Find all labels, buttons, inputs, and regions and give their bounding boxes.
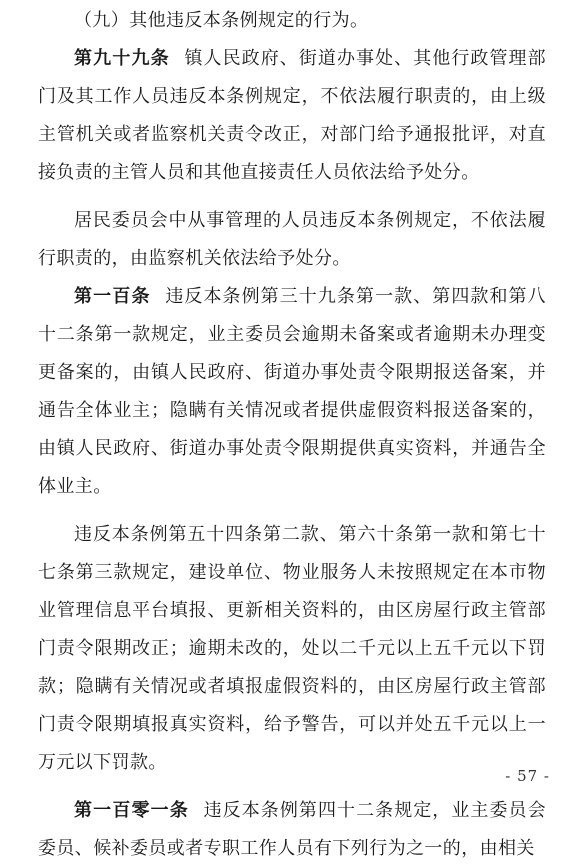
clause-9-paragraph (38, 2, 546, 40)
article-101-paragraph (38, 792, 546, 868)
article-100-second-paragraph (38, 516, 546, 782)
article-99-paragraph (38, 40, 546, 192)
document-body (38, 0, 546, 868)
article-100-paragraph (38, 278, 546, 506)
article-99-second-paragraph (38, 202, 546, 278)
page-number: - 57 - (505, 767, 550, 785)
paragraph-text: 违反本条例第三十九条第一款、第四款和第八十二条第一款规定，业主委员会逾期未备案或者逾期未办理变更备案的，由镇人民政府、街道办事处责令限期报送备案，并通告全体业主；隐瞒有关情况或者提供虚假资料报送备案的，由镇人民政府、街道办事处责令限期提供真实资料，并通告全体业主。 (38, 286, 547, 497)
paragraph-text: 违反本条例第五十四条第二款、第六十条第一款和第七十七条第三款规定，建设单位、物业服务人未按照规定在本市物业管理信息平台填报、更新相关资料的，由区房屋行政主管部门责令限期改正；逾期未改的，处以二千元以上五千元以下罚款；隐瞒有关情况或者填报虚假资料的，由区房屋行政主管部门责令限期填报真实资料，给予警告，可以并处五千元以上一万元以下罚款。 (38, 524, 546, 773)
paragraph-text: （九）其他违反本条例规定的行为。 (74, 10, 369, 31)
article-heading: 第九十九条 (74, 48, 170, 69)
article-heading: 第一百零一条 (74, 800, 189, 821)
paragraph-text: 违反本条例第四十二条规定，业主委员会委员、候补委员或者专职工作人员有下列行为之一的，由相关 (38, 800, 546, 859)
article-heading: 第一百条 (74, 286, 151, 307)
paragraph-text: 镇人民政府、街道办事处、其他行政管理部门及其工作人员违反本条例规定，不依法履行职责的，由上级主管机关或者监察机关责令改正，对部门给予通报批评，对直接负责的主管人员和其他直接责任人员依法给予处分。 (38, 48, 546, 183)
paragraph-text: 居民委员会中从事管理的人员违反本条例规定，不依法履行职责的，由监察机关依法给予处分。 (38, 210, 546, 269)
